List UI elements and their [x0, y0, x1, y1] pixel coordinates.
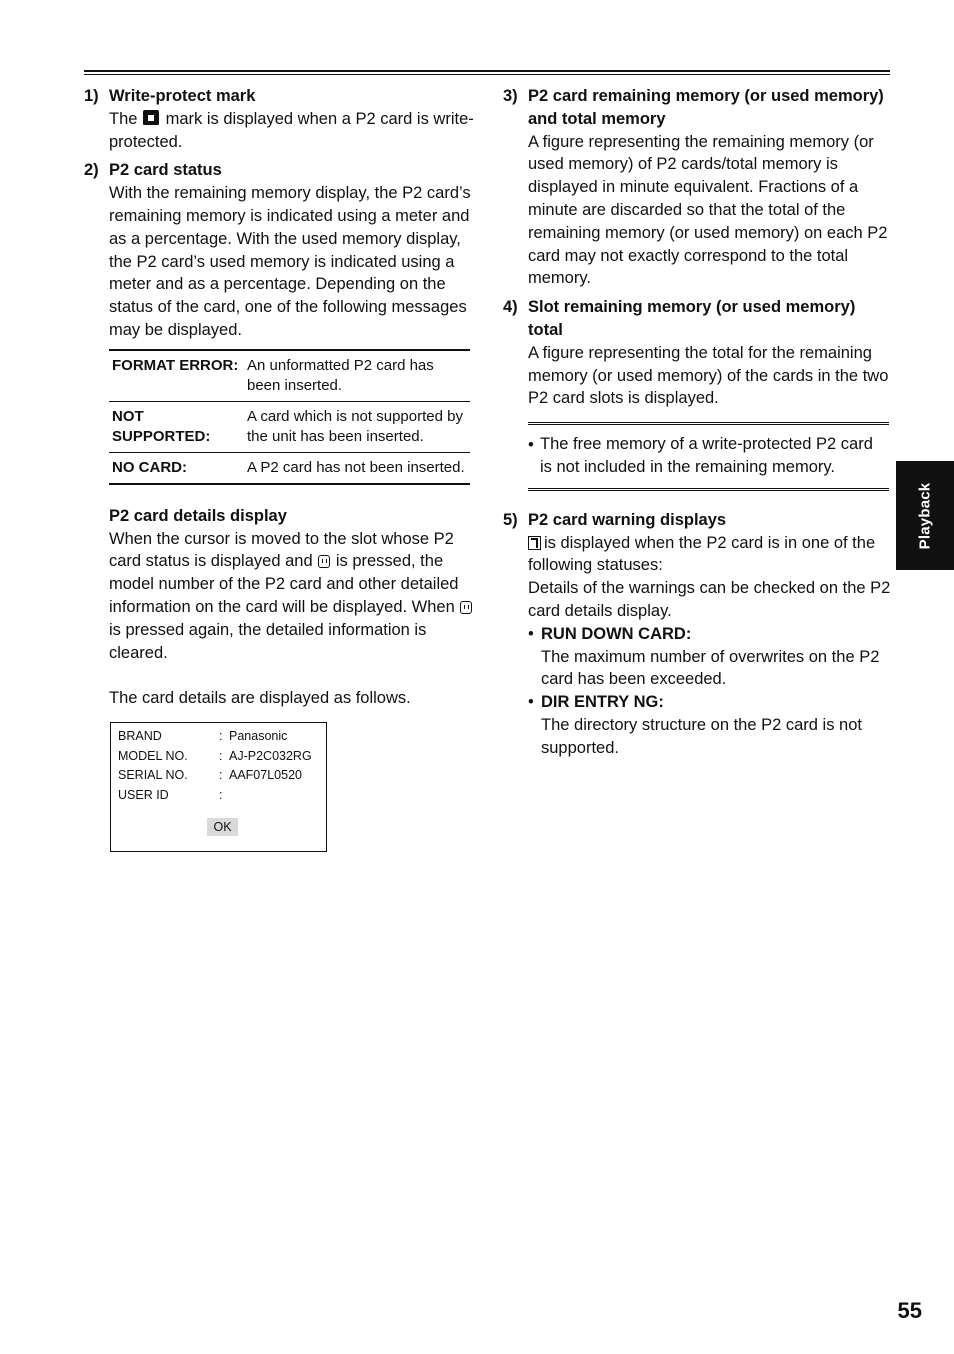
table-row — [109, 401, 470, 452]
status-key: NO CARD: — [109, 452, 244, 484]
item-text: A figure representing the remaining memory (or used memory) of P2 cards/total memory is displayed in minute equivalent. Fractions of a minute are discarded so that the total of the remaining memory (or used memory) on each P2 card may not exactly correspond to the total memory. — [528, 132, 888, 288]
item-number: 3) — [503, 87, 518, 105]
item-title: Slot remaining memory (or used memory) total — [528, 298, 856, 339]
details-value: Panasonic — [229, 729, 288, 743]
details-label: SERIAL NO. — [118, 768, 188, 782]
status-value: An unformatted P2 card has been inserted. — [247, 356, 434, 394]
item-text-b: Details of the warnings can be checked on the P2 card details display. — [528, 579, 891, 620]
details-follows: The card details are displayed as follows. — [109, 689, 411, 708]
details-sep: : — [219, 748, 223, 763]
warning-dir-entry-ng — [528, 691, 891, 759]
section-side-tab — [896, 461, 954, 570]
item-text-b: mark is displayed when a P2 card is write-protected. — [109, 109, 474, 151]
bullet-dot: • — [528, 624, 534, 643]
warning-text: The directory structure on the P2 card is not supported. — [541, 715, 862, 757]
details-text — [109, 528, 474, 665]
item-title: P2 card warning displays — [528, 510, 727, 529]
details-label: BRAND — [118, 729, 162, 743]
page-number: 55 — [897, 1298, 922, 1323]
note-box — [528, 422, 889, 491]
item-p2-card-status — [84, 159, 474, 341]
item-number: 4) — [503, 298, 518, 317]
details-value: AAF07L0520 — [229, 768, 302, 782]
item-title: Write-protect mark — [109, 87, 256, 105]
details-text-c: is pressed again, the detailed information is cleared. — [109, 620, 427, 662]
item-write-protect-mark — [84, 85, 474, 153]
card-details-box — [110, 722, 327, 852]
status-key: NOT SUPPORTED: — [109, 401, 244, 452]
right-column — [503, 85, 891, 766]
item-number: 5) — [503, 510, 518, 529]
menu-button-icon — [318, 555, 330, 568]
note-bullet: • — [528, 436, 534, 455]
item-warning-displays — [503, 509, 891, 760]
item-number: 1) — [84, 87, 99, 105]
item-text-a — [528, 532, 891, 578]
warning-run-down-card — [528, 623, 891, 691]
item-text-a-body: is displayed when the P2 card is in one of the following statuses: — [528, 533, 876, 575]
left-column — [84, 85, 474, 710]
side-tab-label: Playback — [916, 482, 934, 549]
lock-icon — [143, 110, 159, 125]
table-row — [109, 350, 470, 402]
item-text-a: The — [109, 109, 138, 128]
top-rule — [84, 70, 890, 75]
item-title: P2 card status — [109, 161, 222, 180]
details-sep: : — [219, 768, 223, 782]
details-text-b: is pressed, the model number of the P2 card and other detailed information on the card will be displayed. When — [109, 552, 459, 616]
details-section — [84, 505, 474, 710]
warning-title: DIR ENTRY NG: — [541, 693, 664, 712]
item-number: 2) — [84, 161, 99, 180]
details-text-a: When the cursor is moved to the slot whose P2 card status is displayed and — [109, 529, 454, 571]
item-remaining-memory — [503, 85, 891, 290]
table-row — [109, 452, 470, 484]
item-text: With the remaining memory display, the P2 card’s remaining memory is indicated using a meter and as a percentage. With the used memory display, the P2 card’s used memory is indicated using a meter and as a percentage. Depending on the status of the card, one of the following messages may be displayed. — [109, 184, 471, 339]
details-sep: : — [219, 787, 223, 802]
note-text: The free memory of a write-protected P2 card is not included in the remaining memory. — [540, 435, 873, 476]
menu-button-icon — [460, 601, 472, 614]
status-key: FORMAT ERROR: — [112, 356, 239, 374]
bullet-dot: • — [528, 693, 534, 712]
status-message-table — [109, 349, 470, 485]
item-slot-total — [503, 296, 891, 410]
warning-text: The maximum number of overwrites on the P2 card has been exceeded. — [541, 647, 880, 689]
warning-icon — [528, 536, 541, 550]
details-label: USER ID — [118, 787, 169, 802]
ok-button[interactable]: OK — [207, 818, 238, 836]
details-sep: : — [219, 729, 223, 743]
status-value: A P2 card has not been inserted. — [244, 452, 470, 484]
item-text: A figure representing the total for the remaining memory (or used memory) of the cards in the two P2 card slots is displayed. — [528, 343, 889, 408]
details-value: AJ-P2C032RG — [229, 748, 312, 763]
details-label: MODEL NO. — [118, 748, 188, 763]
details-heading: P2 card details display — [109, 506, 287, 525]
item-text — [109, 108, 474, 154]
warning-title: RUN DOWN CARD: — [541, 624, 692, 643]
status-value: A card which is not supported by the unit has been inserted. — [244, 401, 470, 452]
item-title: P2 card remaining memory (or used memory) and total memory — [528, 87, 884, 128]
